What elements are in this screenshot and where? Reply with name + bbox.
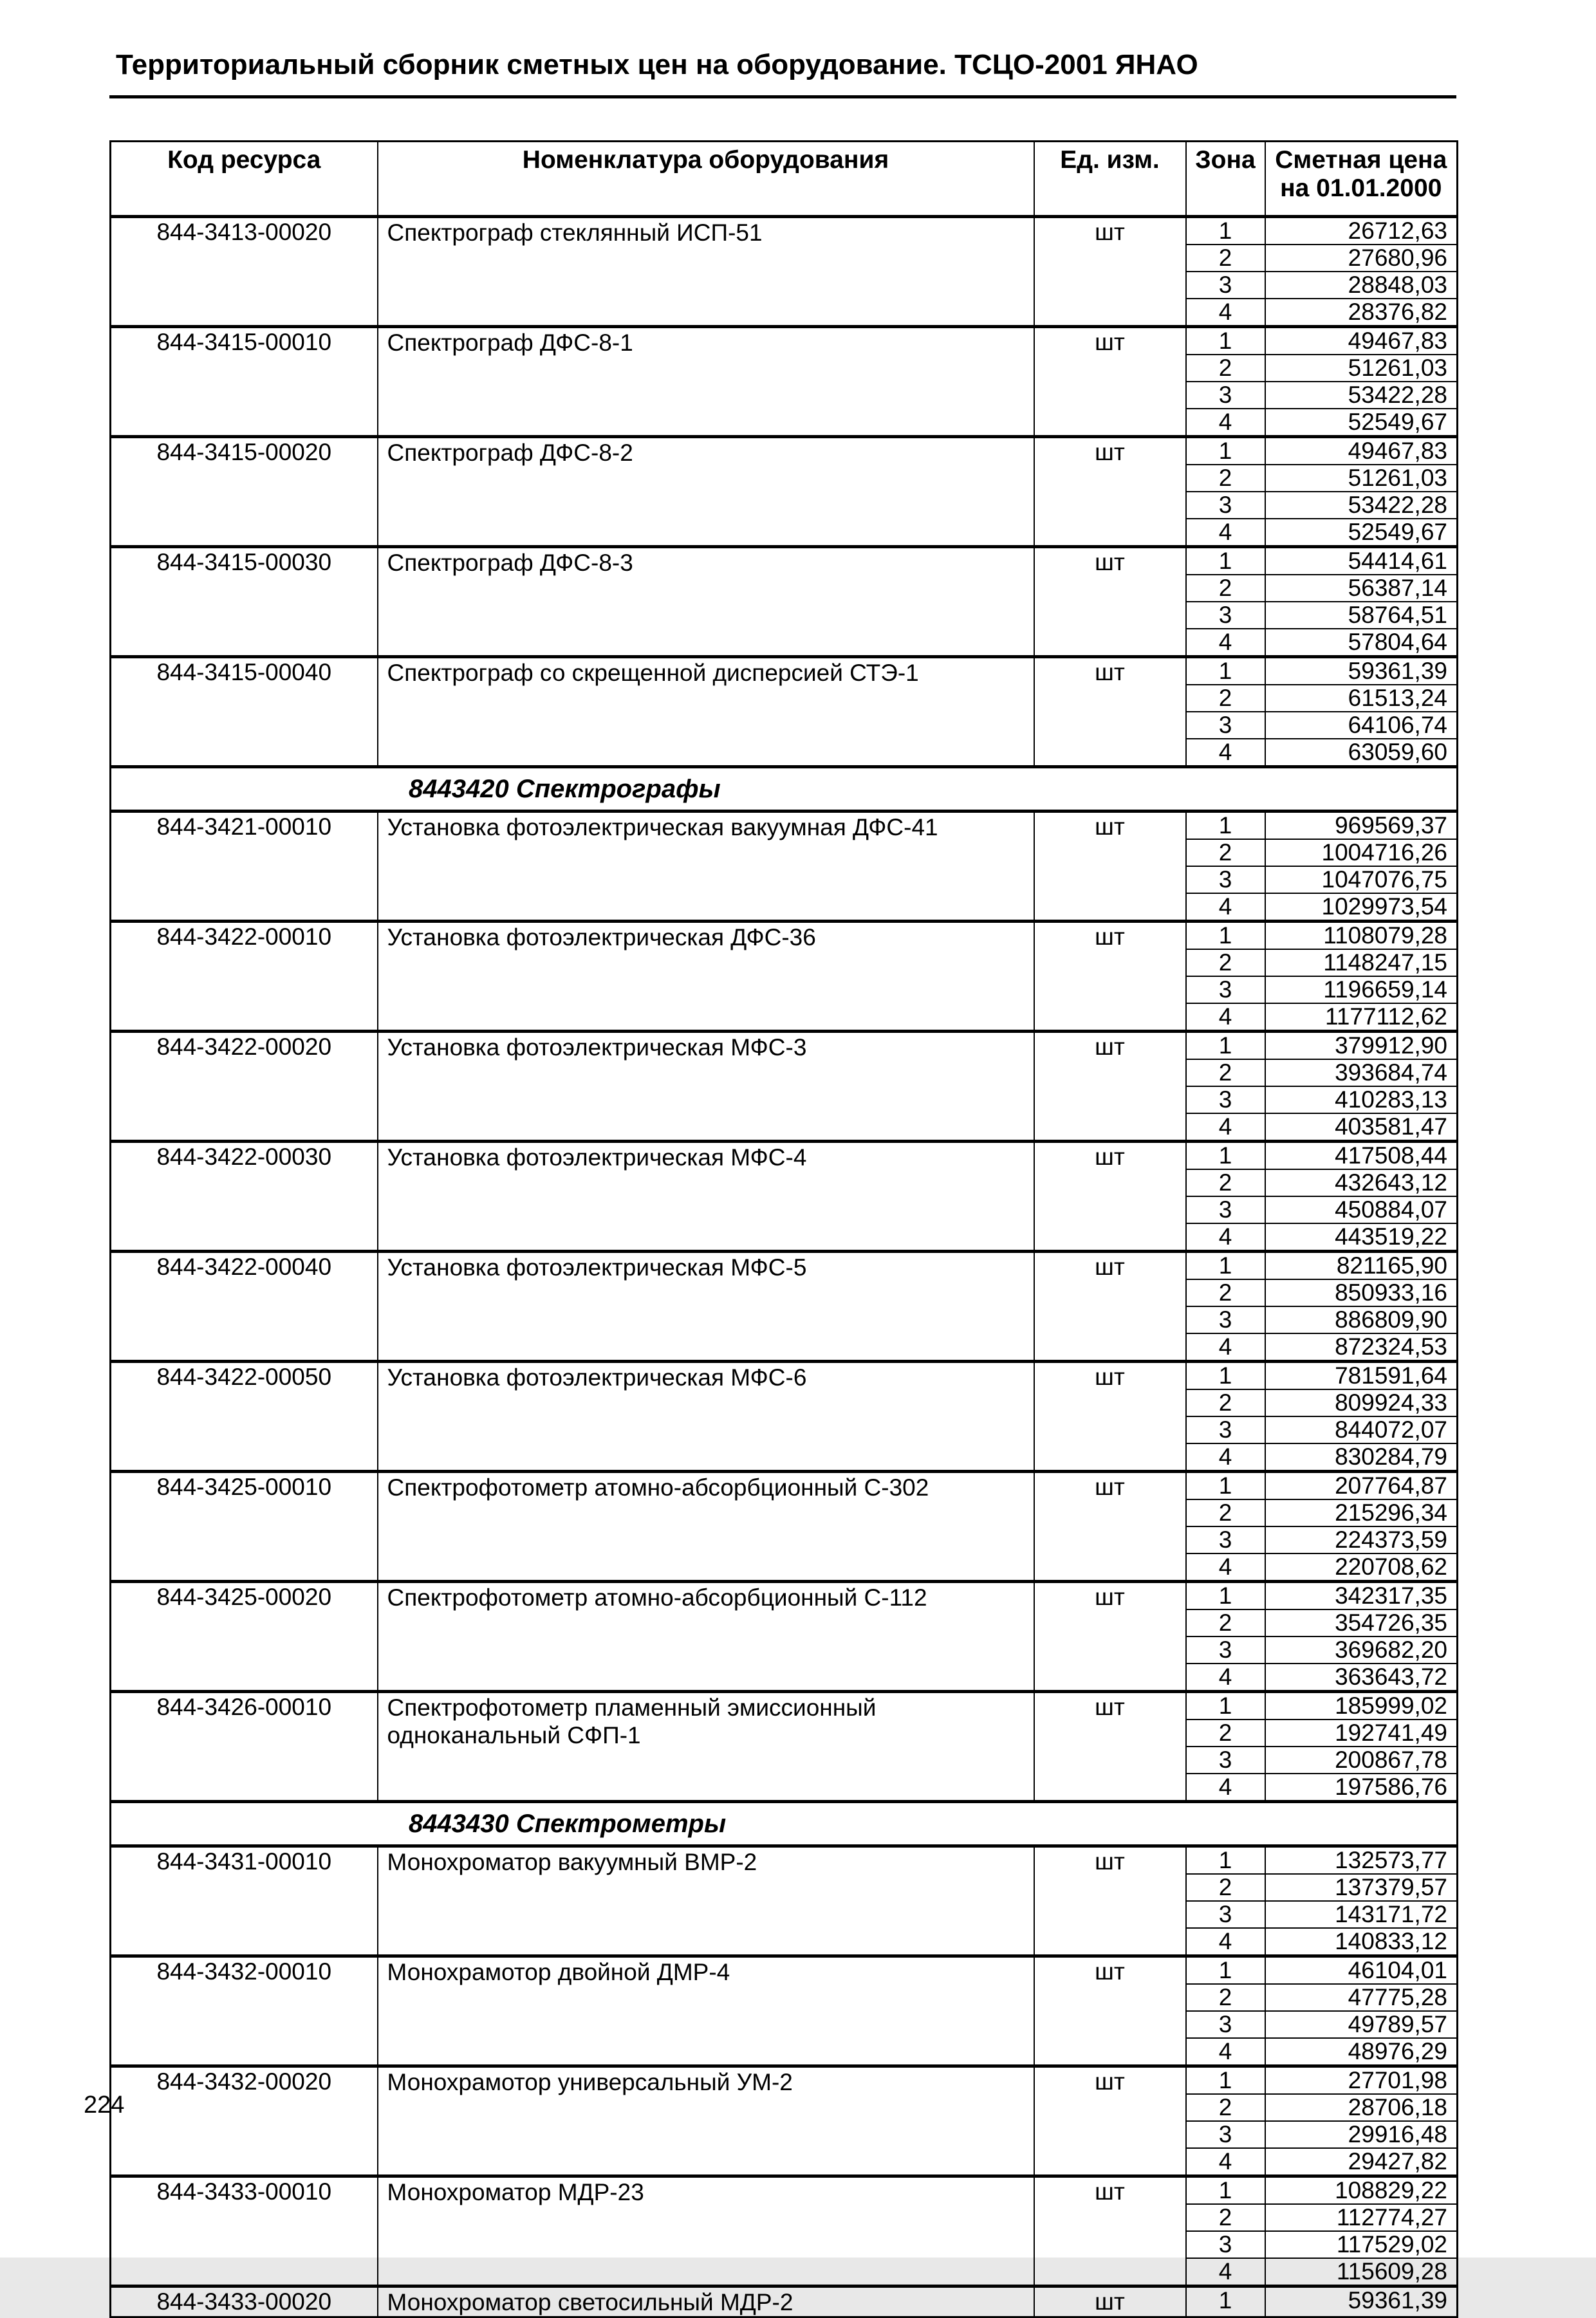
zone-number: 3: [1186, 1196, 1265, 1223]
price-value: 200867,78: [1265, 1747, 1458, 1774]
item-zone-row: [111, 437, 1458, 465]
price-value: 26712,63: [1265, 217, 1458, 245]
equipment-name: Установка фотоэлектрическая МФС-3: [378, 1032, 1034, 1142]
resource-code: 844-3415-00020: [111, 437, 378, 547]
unit-value: шт: [1034, 1362, 1186, 1472]
zone-number: 1: [1186, 437, 1265, 465]
zone-number: 3: [1186, 1901, 1265, 1928]
unit-value: шт: [1034, 437, 1186, 547]
price-value: 410283,13: [1265, 1086, 1458, 1113]
price-value: 52549,67: [1265, 519, 1458, 547]
unit-value: шт: [1034, 2176, 1186, 2286]
col-header-zone: Зона: [1186, 142, 1265, 217]
zone-number: 3: [1186, 712, 1265, 739]
zone-number: 1: [1186, 1032, 1265, 1060]
unit-value: шт: [1034, 1582, 1186, 1692]
item-zone-row: [111, 1032, 1458, 1060]
item-zone-row: [111, 1362, 1458, 1390]
price-value: 117529,02: [1265, 2231, 1458, 2258]
zone-number: 3: [1186, 866, 1265, 893]
zone-number: 4: [1186, 1003, 1265, 1032]
zone-number: 3: [1186, 1306, 1265, 1333]
price-value: 379912,90: [1265, 1032, 1458, 1060]
zone-number: 4: [1186, 2038, 1265, 2066]
zone-number: 4: [1186, 1223, 1265, 1252]
price-value: 886809,90: [1265, 1306, 1458, 1333]
zone-number: 2: [1186, 1874, 1265, 1901]
zone-number: 2: [1186, 1059, 1265, 1086]
zone-number: 1: [1186, 1362, 1265, 1390]
unit-value: шт: [1034, 1142, 1186, 1252]
zone-number: 4: [1186, 739, 1265, 767]
price-value: 48976,29: [1265, 2038, 1458, 2066]
zone-number: 3: [1186, 382, 1265, 409]
item-zone-row: [111, 1472, 1458, 1500]
price-value: 53422,28: [1265, 382, 1458, 409]
price-value: 51261,03: [1265, 355, 1458, 382]
unit-value: шт: [1034, 327, 1186, 437]
section-header-label: 8443420 Спектрографы: [111, 767, 1458, 811]
price-value: 28706,18: [1265, 2094, 1458, 2121]
zone-number: 1: [1186, 922, 1265, 950]
equipment-name: Монохрамотор двойной ДМР-4: [378, 1956, 1034, 2066]
resource-code: 844-3426-00010: [111, 1692, 378, 1802]
item-zone-row: [111, 1692, 1458, 1720]
resource-code: 844-3425-00020: [111, 1582, 378, 1692]
equipment-name: Спектрограф ДФС-8-1: [378, 327, 1034, 437]
unit-value: шт: [1034, 657, 1186, 767]
price-value: 112774,27: [1265, 2204, 1458, 2231]
zone-number: 1: [1186, 2176, 1265, 2205]
resource-code: 844-3422-00030: [111, 1142, 378, 1252]
price-value: 27701,98: [1265, 2066, 1458, 2095]
price-value: 432643,12: [1265, 1169, 1458, 1196]
table-body: [111, 217, 1458, 2317]
price-value: 137379,57: [1265, 1874, 1458, 1901]
price-value: 363643,72: [1265, 1664, 1458, 1692]
zone-number: 3: [1186, 1086, 1265, 1113]
unit-value: шт: [1034, 1032, 1186, 1142]
price-value: 1004716,26: [1265, 839, 1458, 866]
zone-number: 2: [1186, 949, 1265, 976]
price-value: 844072,07: [1265, 1416, 1458, 1443]
price-value: 369682,20: [1265, 1637, 1458, 1664]
price-value: 1148247,15: [1265, 949, 1458, 976]
price-value: 1029973,54: [1265, 893, 1458, 922]
col-header-price-line1: Сметная цена: [1275, 146, 1447, 174]
item-zone-row: [111, 327, 1458, 355]
resource-code: 844-3413-00020: [111, 217, 378, 327]
price-value: 108829,22: [1265, 2176, 1458, 2205]
item-zone-row: [111, 2286, 1458, 2317]
item-zone-row: [111, 1956, 1458, 1985]
zone-number: 4: [1186, 1928, 1265, 1956]
item-zone-row: [111, 2176, 1458, 2205]
price-value: 49789,57: [1265, 2011, 1458, 2038]
zone-number: 4: [1186, 1664, 1265, 1692]
zone-number: 2: [1186, 1279, 1265, 1306]
resource-code: 844-3422-00020: [111, 1032, 378, 1142]
price-value: 850933,16: [1265, 1279, 1458, 1306]
zone-number: 2: [1186, 1609, 1265, 1637]
equipment-name: Монохроматор вакуумный ВМР-2: [378, 1846, 1034, 1956]
price-value: 215296,34: [1265, 1499, 1458, 1526]
zone-number: 1: [1186, 1692, 1265, 1720]
price-value: 830284,79: [1265, 1443, 1458, 1472]
price-value: 52549,67: [1265, 409, 1458, 437]
resource-code: 844-3432-00020: [111, 2066, 378, 2176]
price-value: 53422,28: [1265, 492, 1458, 519]
equipment-name: Монохроматор МДР-23: [378, 2176, 1034, 2286]
price-value: 969569,37: [1265, 811, 1458, 840]
section-header-row: [111, 1802, 1458, 1846]
zone-number: 4: [1186, 2258, 1265, 2286]
price-value: 207764,87: [1265, 1472, 1458, 1500]
zone-number: 3: [1186, 602, 1265, 629]
equipment-name: Спектрограф стеклянный ИСП-51: [378, 217, 1034, 327]
price-value: 140833,12: [1265, 1928, 1458, 1956]
equipment-name: Спектрофотометр атомно-абсорбционный С-302: [378, 1472, 1034, 1582]
item-zone-row: [111, 811, 1458, 840]
zone-number: 1: [1186, 1956, 1265, 1985]
zone-number: 3: [1186, 272, 1265, 299]
table-header-row: [111, 142, 1458, 217]
price-value: 781591,64: [1265, 1362, 1458, 1390]
price-value: 185999,02: [1265, 1692, 1458, 1720]
zone-number: 4: [1186, 409, 1265, 437]
resource-code: 844-3433-00020: [111, 2286, 378, 2317]
equipment-name: Установка фотоэлектрическая ДФС-36: [378, 922, 1034, 1032]
zone-number: 1: [1186, 1846, 1265, 1875]
price-value: 354726,35: [1265, 1609, 1458, 1637]
section-header-row: [111, 767, 1458, 811]
resource-code: 844-3422-00050: [111, 1362, 378, 1472]
price-value: 1177112,62: [1265, 1003, 1458, 1032]
price-value: 51261,03: [1265, 465, 1458, 492]
price-value: 46104,01: [1265, 1956, 1458, 1985]
col-header-price: [1265, 142, 1458, 217]
equipment-name: Установка фотоэлектрическая МФС-4: [378, 1142, 1034, 1252]
equipment-name: Установка фотоэлектрическая МФС-6: [378, 1362, 1034, 1472]
zone-number: 2: [1186, 2204, 1265, 2231]
resource-code: 844-3432-00010: [111, 1956, 378, 2066]
price-value: 809924,33: [1265, 1389, 1458, 1416]
zone-number: 4: [1186, 629, 1265, 657]
price-value: 59361,39: [1265, 2286, 1458, 2317]
zone-number: 3: [1186, 1637, 1265, 1664]
unit-value: шт: [1034, 1472, 1186, 1582]
price-value: 197586,76: [1265, 1774, 1458, 1802]
zone-number: 1: [1186, 1142, 1265, 1170]
unit-value: шт: [1034, 2286, 1186, 2317]
unit-value: шт: [1034, 217, 1186, 327]
unit-value: шт: [1034, 922, 1186, 1032]
zone-number: 4: [1186, 1553, 1265, 1582]
item-zone-row: [111, 1846, 1458, 1875]
equipment-name: Установка фотоэлектрическая МФС-5: [378, 1252, 1034, 1362]
price-value: 115609,28: [1265, 2258, 1458, 2286]
price-value: 58764,51: [1265, 602, 1458, 629]
item-zone-row: [111, 1582, 1458, 1610]
resource-code: 844-3415-00030: [111, 547, 378, 657]
zone-number: 1: [1186, 811, 1265, 840]
zone-number: 1: [1186, 2286, 1265, 2317]
price-value: 220708,62: [1265, 1553, 1458, 1582]
zone-number: 4: [1186, 1774, 1265, 1802]
unit-value: шт: [1034, 1692, 1186, 1802]
zone-number: 2: [1186, 1720, 1265, 1747]
price-value: 450884,07: [1265, 1196, 1458, 1223]
resource-code: 844-3425-00010: [111, 1472, 378, 1582]
zone-number: 1: [1186, 1582, 1265, 1610]
price-value: 29916,48: [1265, 2121, 1458, 2148]
zone-number: 1: [1186, 217, 1265, 245]
price-value: 872324,53: [1265, 1333, 1458, 1362]
equipment-name: Установка фотоэлектрическая вакуумная ДФС-41: [378, 811, 1034, 922]
zone-number: 1: [1186, 327, 1265, 355]
zone-number: 3: [1186, 2011, 1265, 2038]
resource-code: 844-3422-00010: [111, 922, 378, 1032]
zone-number: 4: [1186, 1113, 1265, 1142]
zone-number: 2: [1186, 245, 1265, 272]
zone-number: 2: [1186, 575, 1265, 602]
price-value: 224373,59: [1265, 1526, 1458, 1553]
resource-code: 844-3421-00010: [111, 811, 378, 922]
price-value: 443519,22: [1265, 1223, 1458, 1252]
item-zone-row: [111, 547, 1458, 575]
price-value: 63059,60: [1265, 739, 1458, 767]
zone-number: 4: [1186, 299, 1265, 327]
zone-number: 4: [1186, 1443, 1265, 1472]
price-value: 47775,28: [1265, 1984, 1458, 2011]
zone-number: 4: [1186, 1333, 1265, 1362]
zone-number: 3: [1186, 1747, 1265, 1774]
zone-number: 2: [1186, 1984, 1265, 2011]
zone-number: 4: [1186, 2148, 1265, 2176]
zone-number: 1: [1186, 657, 1265, 685]
price-value: 132573,77: [1265, 1846, 1458, 1875]
unit-value: шт: [1034, 547, 1186, 657]
price-value: 29427,82: [1265, 2148, 1458, 2176]
zone-number: 2: [1186, 2094, 1265, 2121]
price-value: 143171,72: [1265, 1901, 1458, 1928]
zone-number: 2: [1186, 1389, 1265, 1416]
equipment-name: Монохрамотор универсальный УМ-2: [378, 2066, 1034, 2176]
zone-number: 2: [1186, 465, 1265, 492]
item-zone-row: [111, 1252, 1458, 1280]
price-value: 393684,74: [1265, 1059, 1458, 1086]
resource-code: 844-3433-00010: [111, 2176, 378, 2286]
equipment-name: Спектрограф со скрещенной дисперсией СТЭ-1: [378, 657, 1034, 767]
zone-number: 3: [1186, 2121, 1265, 2148]
zone-number: 4: [1186, 519, 1265, 547]
zone-number: 2: [1186, 1169, 1265, 1196]
price-value: 342317,35: [1265, 1582, 1458, 1610]
item-zone-row: [111, 2066, 1458, 2095]
item-zone-row: [111, 922, 1458, 950]
price-value: 59361,39: [1265, 657, 1458, 685]
price-value: 403581,47: [1265, 1113, 1458, 1142]
price-value: 1108079,28: [1265, 922, 1458, 950]
zone-number: 1: [1186, 547, 1265, 575]
price-value: 28848,03: [1265, 272, 1458, 299]
price-value: 64106,74: [1265, 712, 1458, 739]
price-value: 28376,82: [1265, 299, 1458, 327]
section-header-label: 8443430 Спектрометры: [111, 1802, 1458, 1846]
equipment-name: Спектрофотометр пламенный эмиссионный одноканальный СФП-1: [378, 1692, 1034, 1802]
price-value: 1047076,75: [1265, 866, 1458, 893]
price-value: 192741,49: [1265, 1720, 1458, 1747]
price-value: 56387,14: [1265, 575, 1458, 602]
price-value: 49467,83: [1265, 327, 1458, 355]
unit-value: шт: [1034, 1252, 1186, 1362]
zone-number: 3: [1186, 2231, 1265, 2258]
zone-number: 3: [1186, 1416, 1265, 1443]
zone-number: 1: [1186, 2066, 1265, 2095]
item-zone-row: [111, 1142, 1458, 1170]
zone-number: 2: [1186, 685, 1265, 712]
resource-code: 844-3422-00040: [111, 1252, 378, 1362]
zone-number: 2: [1186, 355, 1265, 382]
zone-number: 3: [1186, 1526, 1265, 1553]
col-header-price-line2: на 01.01.2000: [1280, 174, 1442, 202]
zone-number: 3: [1186, 976, 1265, 1003]
page-title: Территориальный сборник сметных цен на оборудование. ТСЦО-2001 ЯНАО: [116, 49, 1198, 80]
zone-number: 4: [1186, 893, 1265, 922]
resource-code: 844-3431-00010: [111, 1846, 378, 1956]
zone-number: 2: [1186, 839, 1265, 866]
price-value: 1196659,14: [1265, 976, 1458, 1003]
col-header-nomenclature: Номенклатура оборудования: [378, 142, 1034, 217]
price-value: 54414,61: [1265, 547, 1458, 575]
zone-number: 3: [1186, 492, 1265, 519]
price-value: 821165,90: [1265, 1252, 1458, 1280]
unit-value: шт: [1034, 2066, 1186, 2176]
price-value: 49467,83: [1265, 437, 1458, 465]
resource-code: 844-3415-00010: [111, 327, 378, 437]
item-zone-row: [111, 657, 1458, 685]
col-header-resource-code: Код ресурса: [111, 142, 378, 217]
equipment-name: Монохроматор светосильный МДР-2: [378, 2286, 1034, 2317]
unit-value: шт: [1034, 1956, 1186, 2066]
price-value: 61513,24: [1265, 685, 1458, 712]
price-value: 417508,44: [1265, 1142, 1458, 1170]
item-zone-row: [111, 217, 1458, 245]
unit-value: шт: [1034, 811, 1186, 922]
unit-value: шт: [1034, 1846, 1186, 1956]
zone-number: 1: [1186, 1472, 1265, 1500]
zone-number: 2: [1186, 1499, 1265, 1526]
price-table: [109, 140, 1458, 2318]
col-header-unit: Ед. изм.: [1034, 142, 1186, 217]
page-number: 224: [84, 2091, 125, 2119]
title-rule: [109, 95, 1456, 98]
price-value: 57804,64: [1265, 629, 1458, 657]
price-value: 27680,96: [1265, 245, 1458, 272]
resource-code: 844-3415-00040: [111, 657, 378, 767]
equipment-name: Спектрофотометр атомно-абсорбционный С-112: [378, 1582, 1034, 1692]
zone-number: 1: [1186, 1252, 1265, 1280]
equipment-name: Спектрограф ДФС-8-3: [378, 547, 1034, 657]
equipment-name: Спектрограф ДФС-8-2: [378, 437, 1034, 547]
